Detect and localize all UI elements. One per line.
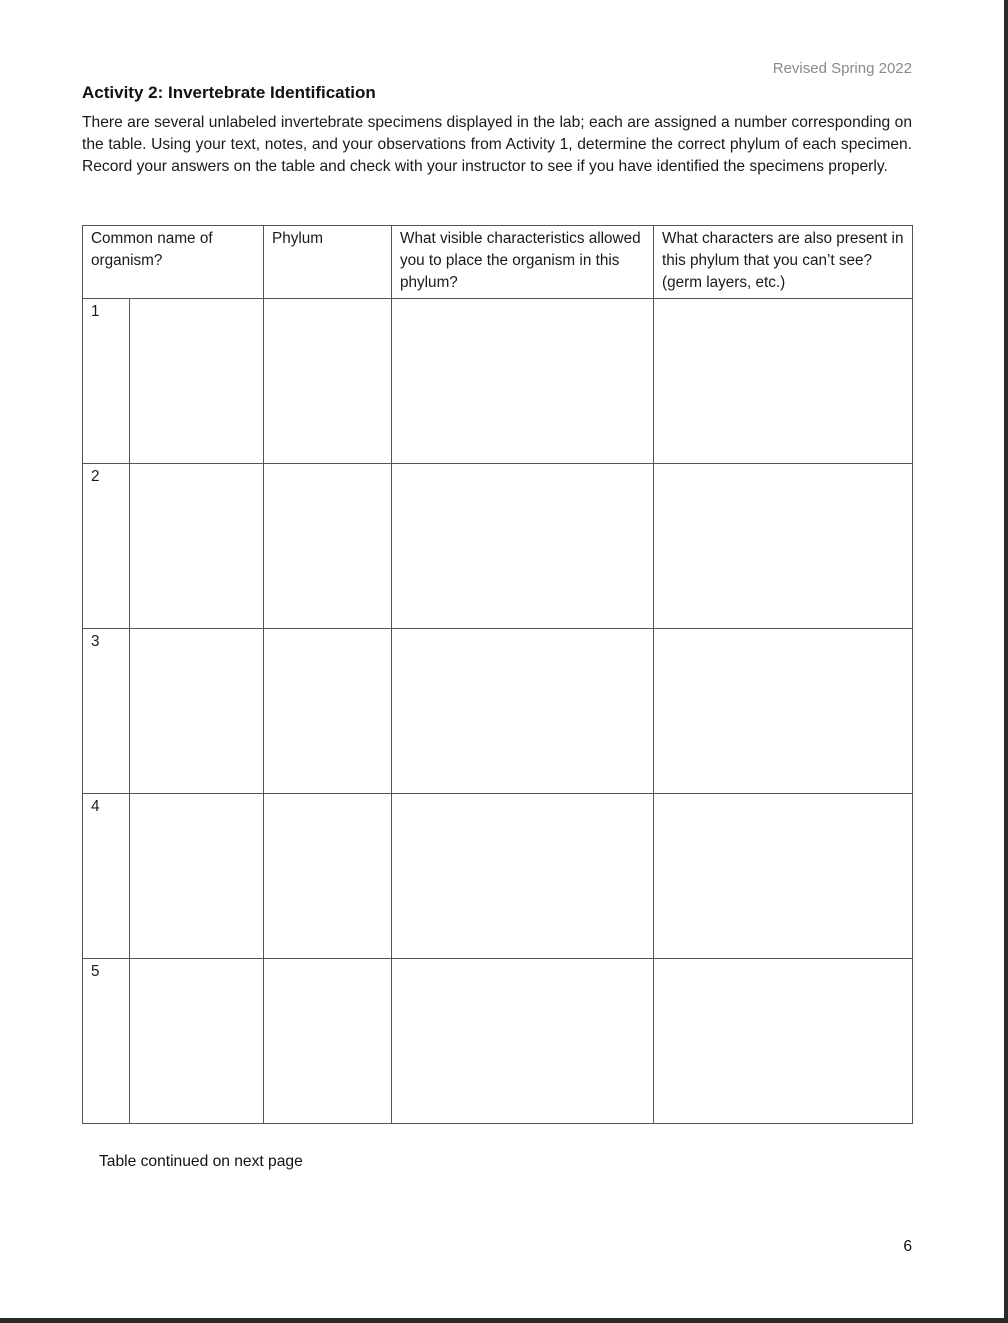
phylum-cell[interactable]	[264, 794, 392, 959]
column-header-phylum: Phylum	[264, 226, 392, 299]
table-header-row	[83, 226, 913, 299]
hidden-characters-cell[interactable]	[654, 299, 913, 464]
visible-characteristics-cell[interactable]	[392, 629, 654, 794]
row-number: 3	[83, 629, 130, 794]
common-name-cell[interactable]	[130, 629, 264, 794]
table-row	[83, 629, 913, 794]
row-number: 4	[83, 794, 130, 959]
table-row	[83, 299, 913, 464]
column-header-common-name: Common name of organism?	[83, 226, 264, 299]
table-row	[83, 794, 913, 959]
common-name-cell[interactable]	[130, 299, 264, 464]
phylum-cell[interactable]	[264, 299, 392, 464]
phylum-cell[interactable]	[264, 629, 392, 794]
hidden-characters-cell[interactable]	[654, 629, 913, 794]
visible-characteristics-cell[interactable]	[392, 299, 654, 464]
page-number: 6	[903, 1238, 912, 1255]
row-number: 2	[83, 464, 130, 629]
table-row	[83, 959, 913, 1124]
hidden-characters-cell[interactable]	[654, 959, 913, 1124]
row-number: 1	[83, 299, 130, 464]
column-header-visible-characteristics: What visible characteristics allowed you to place the organism in this phylum?	[392, 226, 654, 299]
activity-title: Activity 2: Invertebrate Identification	[82, 83, 376, 102]
table-continued-note: Table continued on next page	[99, 1153, 303, 1170]
phylum-cell[interactable]	[264, 464, 392, 629]
phylum-cell[interactable]	[264, 959, 392, 1124]
common-name-cell[interactable]	[130, 794, 264, 959]
hidden-characters-cell[interactable]	[654, 464, 913, 629]
visible-characteristics-cell[interactable]	[392, 959, 654, 1124]
revision-date: Revised Spring 2022	[772, 60, 912, 77]
visible-characteristics-cell[interactable]	[392, 794, 654, 959]
hidden-characters-cell[interactable]	[654, 794, 913, 959]
common-name-cell[interactable]	[130, 464, 264, 629]
identification-table	[82, 225, 913, 1124]
row-number: 5	[83, 959, 130, 1124]
column-header-hidden-characters: What characters are also present in this phylum that you can’t see? (germ layers, etc.)	[654, 226, 913, 299]
common-name-cell[interactable]	[130, 959, 264, 1124]
visible-characteristics-cell[interactable]	[392, 464, 654, 629]
table-row	[83, 464, 913, 629]
instructions-paragraph: There are several unlabeled invertebrate specimens displayed in the lab; each are assigned a number corresponding on the table. Using your text, notes, and your observations from Activity 1, determine the correct phylum of each specimen. Record your answers on the table and check with your instructor to see if you have identified the specimens properly.	[82, 114, 912, 175]
